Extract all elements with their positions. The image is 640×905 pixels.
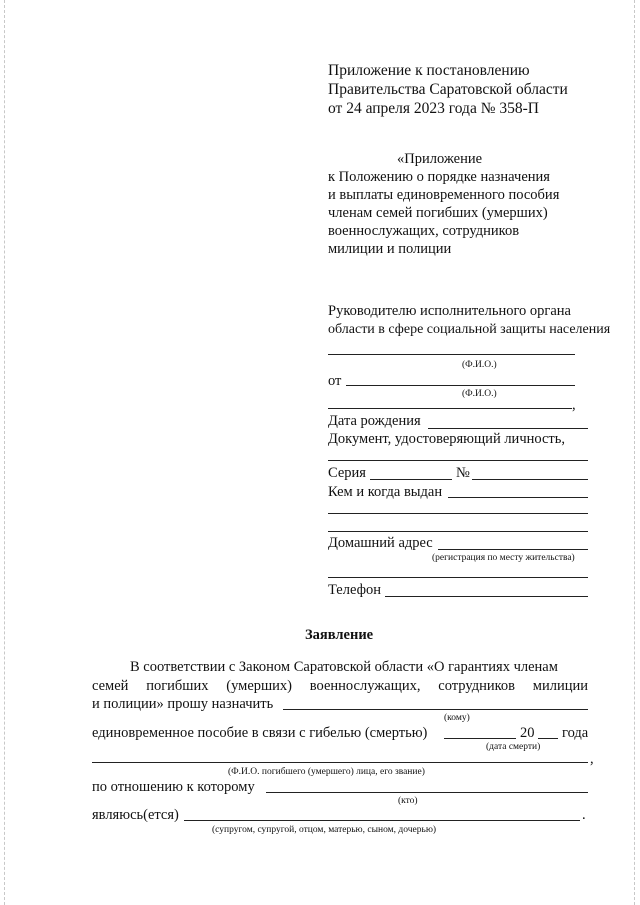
kinship-caption: (супругом, супругой, отцом, матерью, сыном, дочерью) bbox=[212, 825, 437, 835]
home-address-field-2[interactable] bbox=[328, 577, 588, 578]
applicant-fio-field-continued[interactable] bbox=[328, 408, 572, 409]
issued-by-field-3[interactable] bbox=[328, 531, 588, 532]
scan-edge-right bbox=[634, 0, 635, 905]
appendix-line-6: милиции и полиции bbox=[328, 241, 452, 257]
id-document-label: Документ, удостоверяющий личность, bbox=[328, 431, 565, 447]
header-line-2: Правительства Саратовской области bbox=[328, 81, 568, 98]
being-text: являюсь(ется) bbox=[92, 807, 179, 823]
recipient-field[interactable] bbox=[283, 709, 588, 710]
from-label: от bbox=[328, 373, 342, 389]
issued-by-field[interactable] bbox=[448, 497, 588, 498]
scan-edge-left bbox=[4, 0, 5, 905]
benefit-text: единовременное пособие в связи с гибелью (смертью) bbox=[92, 725, 428, 741]
statement-paragraph-line-1: В соответствии с Законом Саратовской области «О гарантиях членам bbox=[130, 659, 558, 675]
death-date-caption: (дата смерти) bbox=[486, 742, 541, 752]
applicant-fio-comma: , bbox=[572, 397, 576, 413]
phone-label: Телефон bbox=[328, 582, 381, 598]
deceased-field[interactable] bbox=[92, 762, 588, 763]
appendix-line-1: «Приложение bbox=[397, 151, 483, 167]
kinship-field[interactable] bbox=[184, 820, 580, 821]
relation-field[interactable] bbox=[266, 792, 588, 793]
addressee-fio-caption: (Ф.И.О.) bbox=[462, 360, 497, 370]
appendix-line-2: к Положению о порядке назначения bbox=[328, 169, 550, 185]
recipient-caption: (кому) bbox=[444, 713, 470, 723]
relation-caption: (кто) bbox=[398, 796, 418, 806]
birth-date-field[interactable] bbox=[428, 428, 588, 429]
relation-text: по отношению к которому bbox=[92, 779, 255, 795]
year-suffix: года bbox=[562, 725, 589, 741]
addressee-line-2: области в сфере социальной защиты населения bbox=[328, 322, 611, 337]
statement-title: Заявление bbox=[305, 627, 374, 643]
home-address-label: Домашний адрес bbox=[328, 535, 433, 551]
statement-paragraph-line-3: и полиции» прошу назначить bbox=[92, 696, 274, 712]
series-label: Серия bbox=[328, 465, 366, 481]
applicant-fio-field[interactable] bbox=[346, 385, 575, 386]
appendix-line-3: и выплаты единовременного пособия bbox=[328, 187, 560, 203]
addressee-line-1: Руководителю исполнительного органа bbox=[328, 303, 571, 319]
addressee-fio-field[interactable] bbox=[328, 354, 575, 355]
phone-field[interactable] bbox=[385, 596, 588, 597]
id-document-field[interactable] bbox=[328, 460, 588, 461]
number-label: № bbox=[456, 465, 470, 481]
birth-date-label: Дата рождения bbox=[328, 413, 421, 429]
death-date-field[interactable] bbox=[444, 738, 516, 739]
series-field[interactable] bbox=[370, 479, 452, 480]
deceased-comma: , bbox=[590, 751, 594, 767]
header-line-3: от 24 апреля 2023 года № 358-П bbox=[328, 100, 539, 117]
applicant-fio-caption: (Ф.И.О.) bbox=[462, 389, 497, 399]
header-line-1: Приложение к постановлению bbox=[328, 62, 530, 79]
home-address-caption: (регистрация по месту жительства) bbox=[432, 553, 575, 563]
appendix-line-4: членам семей погибших (умерших) bbox=[328, 205, 548, 221]
appendix-line-5: военнослужащих, сотрудников bbox=[328, 223, 520, 239]
deceased-caption: (Ф.И.О. погибшего (умершего) лица, его звание) bbox=[228, 767, 425, 777]
issued-by-field-2[interactable] bbox=[328, 513, 588, 514]
home-address-field[interactable] bbox=[438, 549, 588, 550]
issued-by-label: Кем и когда выдан bbox=[328, 484, 443, 500]
statement-paragraph-line-2: семей погибших (умерших) военнослужащих, сотрудников милиции bbox=[92, 678, 588, 694]
year-prefix: 20 bbox=[520, 725, 535, 741]
death-year-field[interactable] bbox=[538, 738, 558, 739]
number-field[interactable] bbox=[472, 479, 588, 480]
kinship-period: . bbox=[582, 807, 586, 823]
